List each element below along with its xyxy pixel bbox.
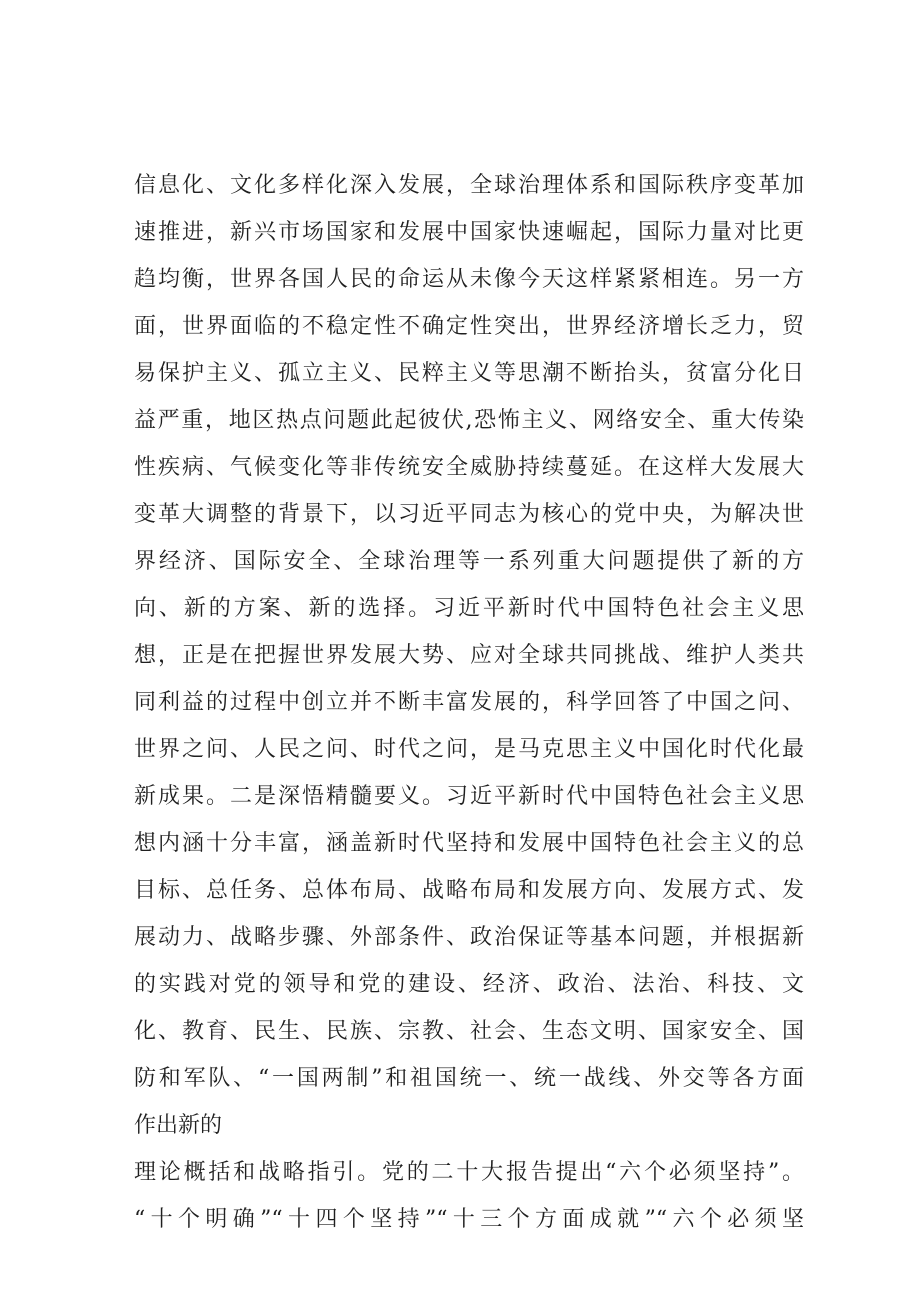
text-line: 目标、总任务、总体布局、战略布局和发展方向、发展方式、发 — [134, 878, 804, 903]
text-line: 新成果。二是深悟精髓要义。习近平新时代中国特色社会主义思 — [134, 784, 804, 809]
text-line: 作出新的 — [134, 1113, 223, 1138]
text-line: 界经济、国际安全、全球治理等一系列重大问题提供了新的方 — [134, 549, 804, 574]
text-line: 展动力、战略步骤、外部条件、政治保证等基本问题，并根据新 — [134, 925, 804, 950]
text-line: 防和军队、“一国两制”和祖国统一、统一战线、外交等各方面 — [134, 1066, 804, 1091]
text-line: 世界之问、人民之问、时代之问，是马克思主义中国化时代化最 — [134, 737, 804, 762]
text-line: 性疾病、气候变化等非传统安全威胁持续蔓延。在这样大发展大 — [134, 455, 804, 480]
text-line: 理论概括和战略指引。党的二十大报告提出“六个必须坚持”。 — [134, 1160, 804, 1185]
text-line: 变革大调整的背景下，以习近平同志为核心的党中央，为解决世 — [134, 502, 804, 527]
text-line: 想内涵十分丰富，涵盖新时代坚持和发展中国特色社会主义的总 — [134, 831, 804, 856]
text-line: 的实践对党的领导和党的建设、经济、政治、法治、科技、文 — [134, 972, 804, 997]
text-line: 同利益的过程中创立并不断丰富发展的，科学回答了中国之问、 — [134, 690, 804, 715]
body-text — [134, 162, 804, 1243]
text-line: 向、新的方案、新的选择。习近平新时代中国特色社会主义思 — [134, 596, 804, 621]
text-line: 化、教育、民生、民族、宗教、社会、生态文明、国家安全、国 — [134, 1019, 804, 1044]
text-line: 易保护主义、孤立主义、民粹主义等思潮不断抬头，贫富分化日 — [134, 361, 804, 386]
text-line: 益严重，地区热点问题此起彼伏,恐怖主义、网络安全、重大传染 — [134, 408, 804, 433]
text-line: 想，正是在把握世界发展大势、应对全球共同挑战、维护人类共 — [134, 643, 804, 668]
text-line: “十个明确”“十四个坚持”“十三个方面成就”“六个必须坚 — [134, 1207, 804, 1232]
text-line: 速推进，新兴市场国家和发展中国家快速崛起，国际力量对比更 — [134, 220, 804, 245]
text-line: 信息化、文化多样化深入发展，全球治理体系和国际秩序变革加 — [134, 173, 804, 198]
text-line: 面，世界面临的不稳定性不确定性突出，世界经济增长乏力，贸 — [134, 314, 804, 339]
text-line: 趋均衡，世界各国人民的命运从未像今天这样紧紧相连。另一方 — [134, 267, 804, 292]
